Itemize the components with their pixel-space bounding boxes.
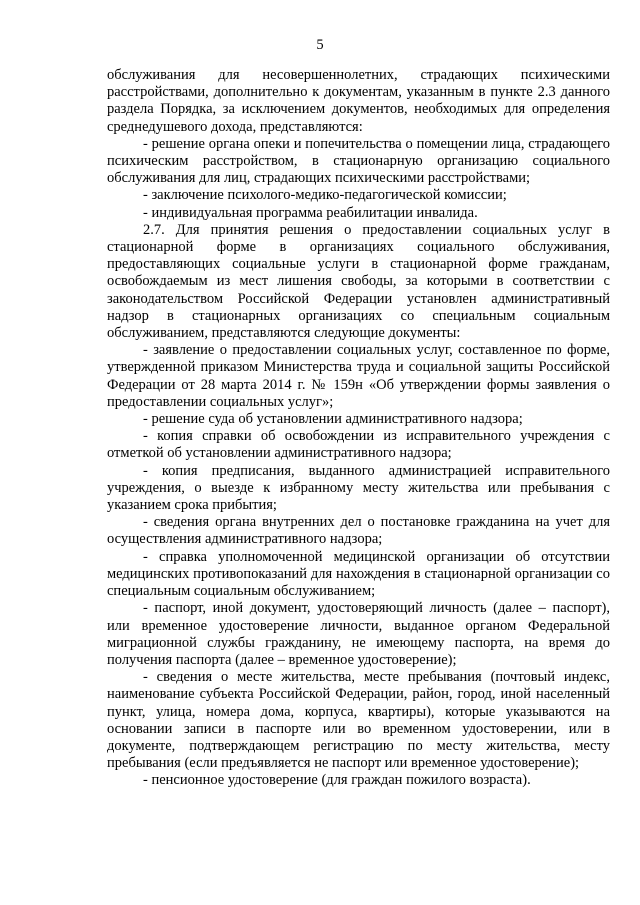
paragraph: - пенсионное удостоверение (для граждан пожилого возраста).	[143, 772, 531, 789]
paragraph: - копия предписания, выданного администрацией исправительного учреждения, о выезде к избранному месту жительства или пребывания с указанием срока прибытия;	[107, 462, 610, 514]
paragraph: - заявление о предоставлении социальных услуг, составленное по форме, утвержденной приказом Министерства труда и социальной защиты Российской Федерации от 28 марта 2014 г. № 159н «Об утверждении формы заявления о предоставлении социальных услуг»;	[107, 342, 610, 410]
paragraph: обслуживания для несовершеннолетних, страдающих психическими расстройствами, дополнительно к документам, указанным в пункте 2.3 данного раздела Порядка, за исключением документов, необходимых для определения среднедушевого дохода, представляются:	[107, 67, 610, 135]
paragraph: - копия справки об освобождении из исправительного учреждения с отметкой об установлении административного надзора;	[107, 428, 610, 462]
paragraph: - решение суда об установлении административного надзора;	[143, 411, 523, 428]
paragraph: - индивидуальная программа реабилитации инвалида.	[143, 204, 478, 221]
paragraph: - сведения о месте жительства, месте пребывания (почтовый индекс, наименование субъекта Российской Федерации, район, город, иной населенный пункт, улица, номера дома, корпуса, квартиры), которые указываются на основании записи в паспорте или во временном удостоверении, или в документе, подтверждающем регистрацию по месту жительства, месту пребывания (если предъявляется не паспорт или временное удостоверение);	[107, 669, 610, 772]
document-body	[107, 67, 610, 790]
paragraph: - заключение психолого-медико-педагогической комиссии;	[143, 187, 507, 204]
page-number: 5	[316, 37, 324, 53]
paragraph: - сведения органа внутренних дел о постановке гражданина на учет для осуществления административного надзора;	[107, 514, 610, 548]
paragraph: - справка уполномоченной медицинской организации об отсутствии медицинских противопоказаний для нахождения в стационарной организации со специальным социальным обслуживанием;	[107, 548, 610, 600]
paragraph: - паспорт, иной документ, удостоверяющий личность (далее – паспорт), или временное удостоверение личности, выданное органом Федеральной миграционной службы гражданину, не имеющему паспорта, на время до получения паспорта (далее – временное удостоверение);	[107, 600, 610, 668]
paragraph: - решение органа опеки и попечительства о помещении лица, страдающего психическим расстройством, в стационарную организацию социального обслуживания для лиц, страдающих психическими расстройствами;	[107, 135, 610, 187]
paragraph: 2.7. Для принятия решения о предоставлении социальных услуг в стационарной форме в организациях социального обслуживания, предоставляющих социальные услуги в стационарной форме гражданам, освобождаемым из мест лишения свободы, за которыми в соответствии с законодательством Российской Федерации установлен административный надзор в стационарных организациях со специальным социальным обслуживанием, представляются следующие документы:	[107, 221, 610, 342]
